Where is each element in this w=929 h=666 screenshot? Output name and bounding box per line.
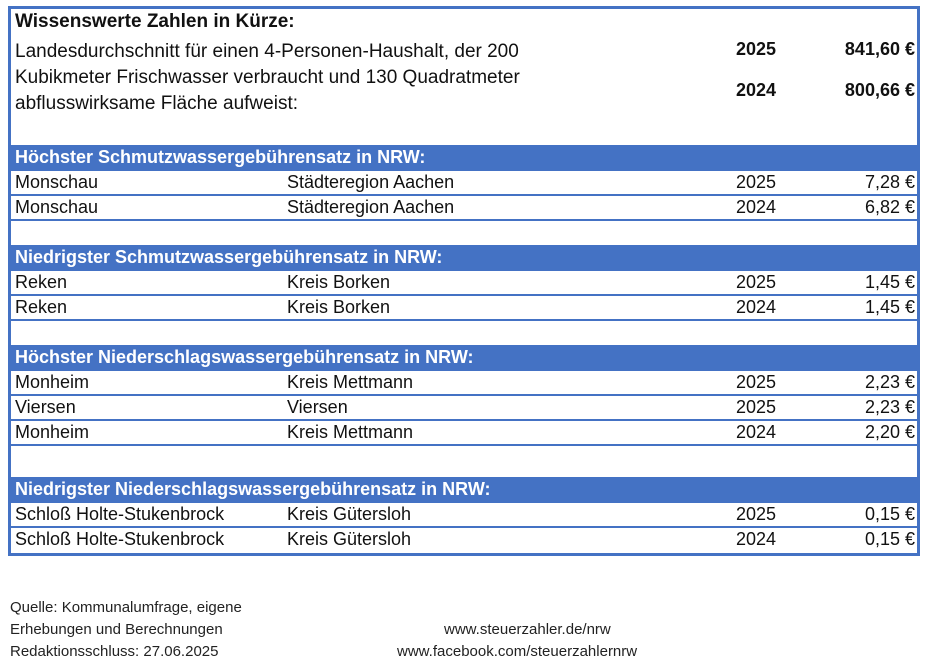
row-city: Viersen bbox=[15, 397, 76, 417]
intro-block bbox=[11, 9, 917, 145]
deadline-note: Redaktionsschluss: 27.06.2025 bbox=[10, 643, 219, 660]
row-year: 2024 bbox=[736, 529, 777, 549]
row-fee: 7,28 € bbox=[864, 172, 915, 192]
section-heading: Höchster Niederschlagswassergebührensatz in NRW: bbox=[11, 345, 917, 369]
row-fee: 1,45 € bbox=[864, 272, 915, 292]
row-district: Kreis Mettmann bbox=[287, 372, 414, 392]
row-fee: 2,23 € bbox=[864, 372, 915, 392]
row-district: Kreis Gütersloh bbox=[287, 529, 412, 549]
source-line-2: Erhebungen und Berechnungen bbox=[10, 621, 223, 638]
row-city: Reken bbox=[15, 272, 68, 292]
section-heading: Niedrigster Schmutzwassergebührensatz in NRW: bbox=[11, 245, 917, 269]
row-year: 2024 bbox=[736, 422, 777, 442]
row-year: 2024 bbox=[736, 297, 777, 317]
section-spacer bbox=[11, 219, 917, 241]
intro-description: Landesdurchschnitt für einen 4-Personen-Haushalt, der 200 Kubikmeter Frischwasser verbraucht und 130 Quadratmeter abflusswirksame Fläche aufweist: bbox=[15, 41, 520, 114]
source-note bbox=[10, 597, 242, 663]
source-line-1: Quelle: Kommunalumfrage, eigene bbox=[10, 599, 242, 616]
row-year: 2025 bbox=[736, 272, 777, 292]
table-row bbox=[11, 501, 917, 526]
row-district: Viersen bbox=[287, 397, 348, 417]
row-district: Kreis Mettmann bbox=[287, 422, 414, 442]
intro-value-2025: 841,60 € bbox=[844, 39, 915, 59]
row-district: Städteregion Aachen bbox=[287, 172, 455, 192]
row-fee: 2,20 € bbox=[864, 422, 915, 442]
row-city: Reken bbox=[15, 297, 68, 317]
intro-title: Wissenswerte Zahlen in Kürze: bbox=[15, 11, 295, 32]
facebook-link[interactable]: www.facebook.com/steuerzahlernrw bbox=[397, 643, 638, 660]
table-row bbox=[11, 369, 917, 394]
website-link[interactable]: www.steuerzahler.de/nrw bbox=[444, 621, 611, 638]
row-city: Monschau bbox=[15, 197, 99, 217]
row-city: Monheim bbox=[15, 372, 90, 392]
section-spacer bbox=[11, 319, 917, 341]
table-row bbox=[11, 419, 917, 444]
row-city: Monheim bbox=[15, 422, 90, 442]
row-fee: 1,45 € bbox=[864, 297, 915, 317]
row-fee: 0,15 € bbox=[864, 504, 915, 524]
table-row bbox=[11, 294, 917, 319]
section-spacer bbox=[11, 444, 917, 466]
row-year: 2025 bbox=[736, 172, 777, 192]
section-heading: Höchster Schmutzwassergebührensatz in NRW: bbox=[11, 145, 917, 169]
row-fee: 2,23 € bbox=[864, 397, 915, 417]
table-row bbox=[11, 526, 917, 551]
row-year: 2025 bbox=[736, 372, 777, 392]
table-row bbox=[11, 269, 917, 294]
row-year: 2025 bbox=[736, 504, 777, 524]
row-city: Monschau bbox=[15, 172, 99, 192]
row-district: Kreis Borken bbox=[287, 272, 391, 292]
intro-year-2025: 2025 bbox=[736, 39, 777, 59]
table-row bbox=[11, 194, 917, 219]
section-heading: Niedrigster Niederschlagswassergebührensatz in NRW: bbox=[11, 477, 917, 501]
web-links bbox=[397, 619, 638, 663]
table-row bbox=[11, 169, 917, 194]
fact-table bbox=[8, 6, 920, 556]
row-fee: 6,82 € bbox=[864, 197, 915, 217]
intro-value-2024: 800,66 € bbox=[844, 80, 915, 100]
table-row bbox=[11, 394, 917, 419]
row-district: Städteregion Aachen bbox=[287, 197, 455, 217]
row-district: Kreis Borken bbox=[287, 297, 391, 317]
row-city: Schloß Holte-Stukenbrock bbox=[15, 529, 225, 549]
row-fee: 0,15 € bbox=[864, 529, 915, 549]
row-year: 2025 bbox=[736, 397, 777, 417]
row-city: Schloß Holte-Stukenbrock bbox=[15, 504, 225, 524]
row-year: 2024 bbox=[736, 197, 777, 217]
row-district: Kreis Gütersloh bbox=[287, 504, 412, 524]
intro-year-2024: 2024 bbox=[736, 80, 777, 100]
